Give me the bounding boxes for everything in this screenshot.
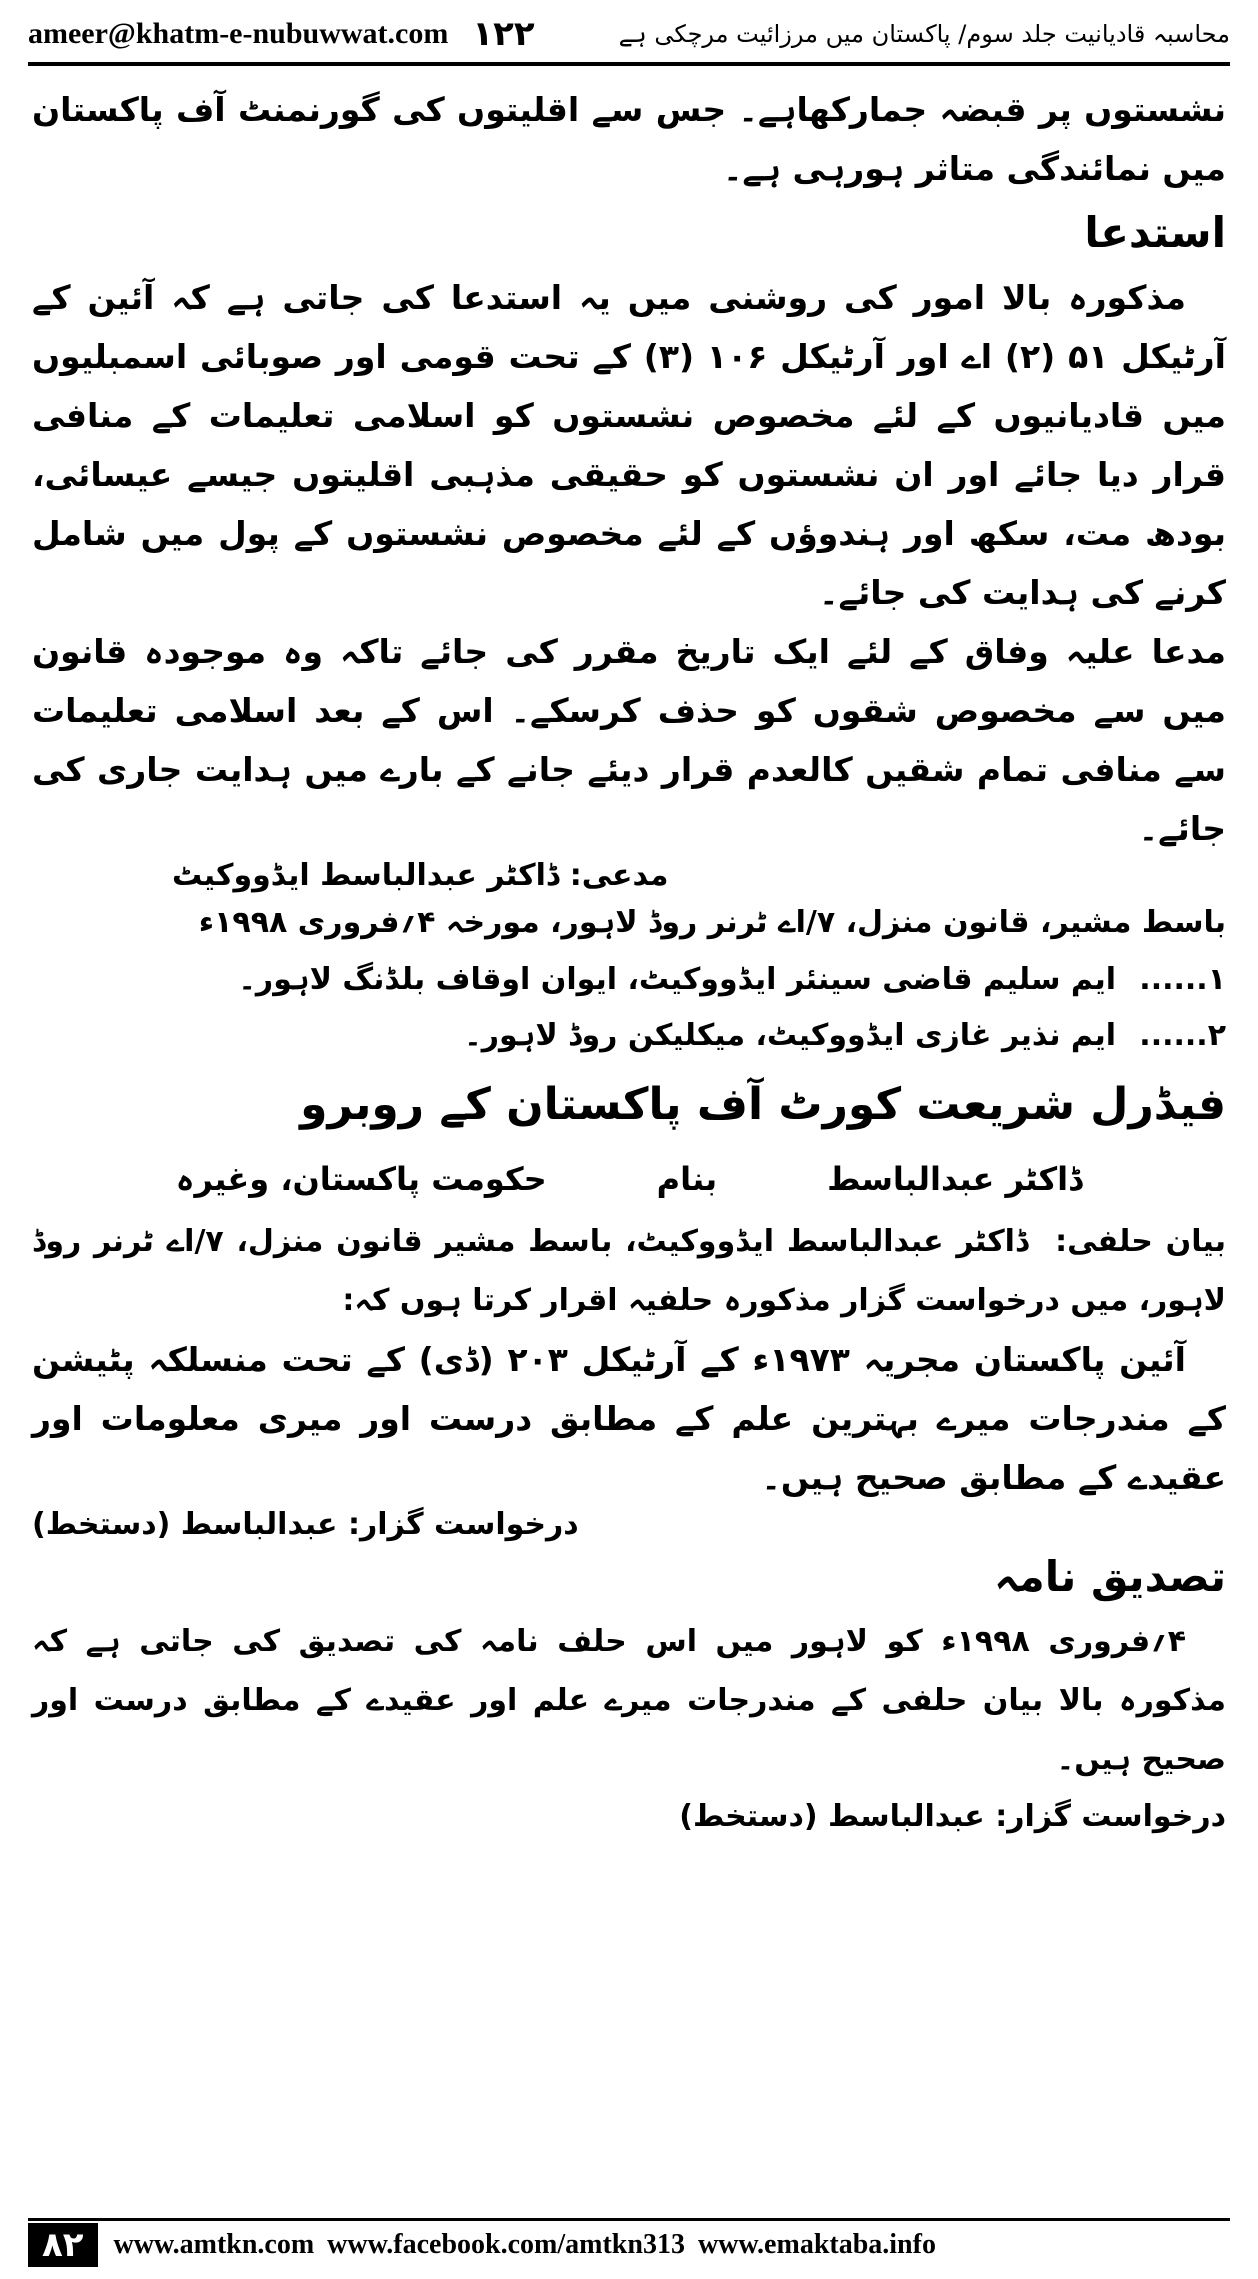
- section-heading-tasdiq: تصدیق نامہ: [994, 1552, 1226, 1601]
- affidavit-label: بیان حلفی:: [1055, 1224, 1227, 1259]
- paragraph-verification: ۴؍فروری ۱۹۹۸ء کو لاہور میں اس حلف نامہ کی تصدیق کی جاتی ہے کہ مذکورہ بالا بیان حلفی کے مندرجات میرے علم اور عقیدے کے مطابق درست اور صحیح ہیں۔: [32, 1624, 1226, 1777]
- header-book-title: محاسبہ قادیانیت جلد سوم/ پاکستان میں مرزائیت مرچکی ہے: [618, 20, 1230, 48]
- page-footer: [28, 2218, 1230, 2269]
- list-item: [32, 952, 1226, 1008]
- signature-row-1: [32, 1507, 1226, 1542]
- party-respondent: حکومت پاکستان، وغیرہ: [175, 1160, 547, 1198]
- list-item: [32, 1008, 1226, 1064]
- court-heading: فیڈرل شریعت کورٹ آف پاکستان کے روبرو: [300, 1079, 1226, 1130]
- paragraph-deadline: مدعا علیہ وفاق کے لئے ایک تاریخ مقرر کی جائے تاکہ وہ موجودہ قانون میں سے مخصوص شقوں کو حذف کرسکے۔ اس کے بعد اسلامی تعلیمات سے منافی تمام شقیں کالعدم قرار دیئے جانے کے بارے میں ہدایت جاری کی جائے۔: [32, 632, 1226, 848]
- case-parties: [32, 1146, 1226, 1212]
- document-body: [32, 80, 1226, 1845]
- header-email[interactable]: ameer@khatm-e-nubuwwat.com: [28, 17, 449, 50]
- paragraph-constitution: آئین پاکستان مجریہ ۱۹۷۳ء کے آرٹیکل ۲۰۳ (ڈی) کے تحت منسلکہ پٹیشن کے مندرجات میرے بہترین علم کے مطابق درست اور میری معلومات اور عقیدے کے مطابق صحیح ہیں۔: [32, 1340, 1226, 1497]
- signature-1: درخواست گزار: عبدالباسط (دستخط): [32, 1507, 579, 1542]
- plaintiff-row: [32, 858, 1226, 893]
- party-petitioner: ڈاکٹر عبدالباسط: [827, 1160, 1083, 1198]
- header-page-number: ۱۲۲: [472, 14, 535, 54]
- party-versus: بنام: [656, 1160, 718, 1198]
- section-heading-istida: استدعا: [1084, 208, 1226, 257]
- list-item-number: ۲......: [1139, 1018, 1226, 1053]
- page-header: [28, 8, 1230, 60]
- list-item-text: ایم سلیم قاضی سینئر ایڈووکیٹ، ایوان اوقاف بلڈنگ لاہور۔: [238, 962, 1116, 997]
- footer-page-number: ۸۲: [28, 2223, 98, 2267]
- plaintiff-name: مدعی: ڈاکٹر عبدالباسط ایڈووکیٹ: [172, 858, 669, 893]
- paragraph-intro: نشستوں پر قبضہ جمارکھاہے۔ جس سے اقلیتوں کی گورنمنٹ آف پاکستان میں نمائندگی متاثر ہورہی ہے۔: [32, 90, 1226, 188]
- affidavit-text: ڈاکٹر عبدالباسط ایڈووکیٹ، باسط مشیر قانون منزل، ۷/اے ٹرنر روڈ لاہور، میں درخواست گزار مذکورہ حلفیہ اقرار کرتا ہوں کہ:: [32, 1224, 1226, 1318]
- signature-2: درخواست گزار: عبدالباسط (دستخط): [679, 1799, 1226, 1834]
- affidavit-paragraph: [32, 1212, 1226, 1330]
- address-line: باسط مشیر، قانون منزل، ۷/اے ٹرنر روڈ لاہور، مورخہ ۴؍فروری ۱۹۹۸ء: [198, 905, 1226, 940]
- list-item-text: ایم نذیر غازی ایڈووکیٹ، میکلیکن روڈ لاہور۔: [464, 1018, 1116, 1053]
- footer-links[interactable]: www.amtkn.com www.facebook.com/amtkn313 www.emaktaba.info: [113, 2229, 936, 2260]
- list-item-number: ۱......: [1139, 962, 1226, 997]
- paragraph-request: مذکورہ بالا امور کی روشنی میں یہ استدعا کی جاتی ہے کہ آئین کے آرٹیکل ۵۱ (۲) اے اور آرٹیکل ۱۰۶ (۳) کے تحت قومی اور صوبائی اسمبلیوں میں قادیانیوں کے لئے مخصوص نشستوں کو اسلامی تعلیمات کے منافی قرار دیا جائے اور ان نشستوں کو حقیقی مذہبی اقلیتوں جیسے عیسائی، بودھ مت، سکھ اور ہندوؤں کے لئے مخصوص نشستوں کے پول میں شامل کرنے کی ہدایت کی جائے۔: [32, 278, 1226, 612]
- header-divider: [28, 62, 1230, 66]
